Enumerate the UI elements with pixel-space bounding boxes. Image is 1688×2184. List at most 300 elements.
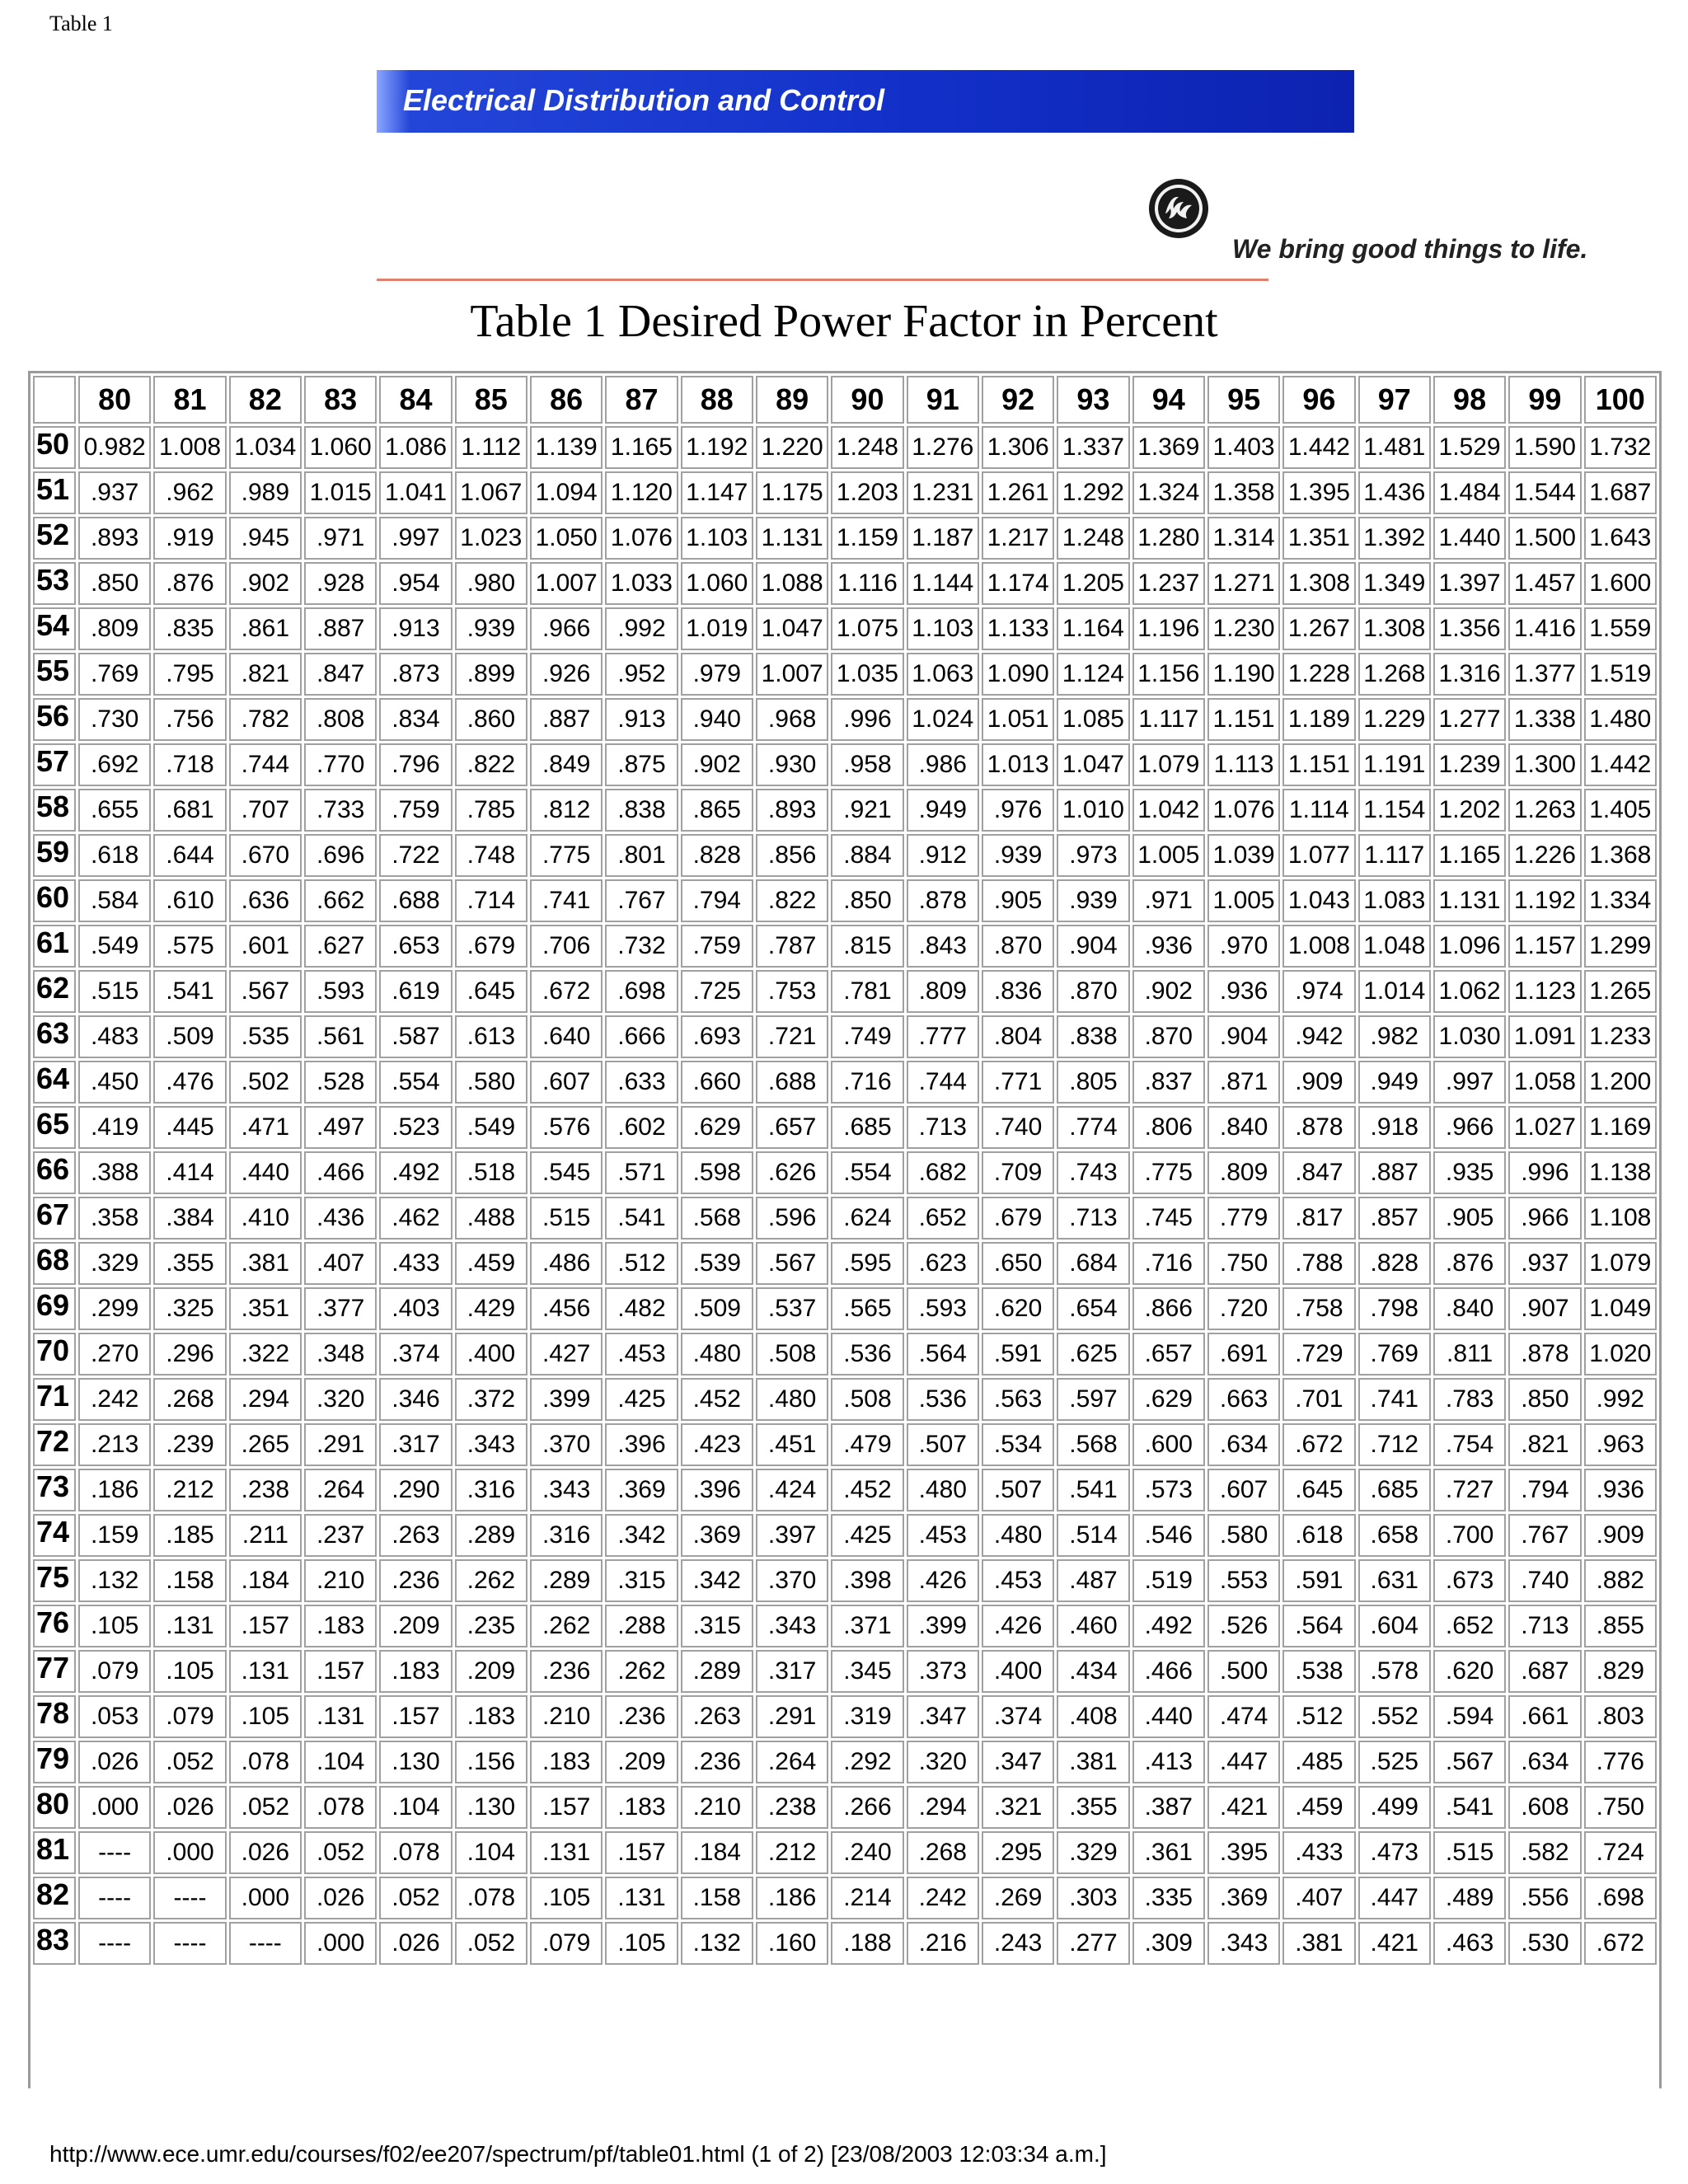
table-cell: 1.007 [530, 562, 603, 605]
table-cell: .568 [681, 1197, 753, 1240]
table-cell: .052 [304, 1831, 377, 1874]
table-cell: .476 [153, 1061, 226, 1104]
table-cell: .706 [530, 925, 603, 968]
table-cell: .837 [1132, 1061, 1205, 1104]
table-cell: .369 [1207, 1877, 1280, 1919]
table-cell: .794 [681, 879, 753, 922]
table-row [33, 925, 1657, 968]
table-cell: 1.014 [1358, 970, 1431, 1013]
table-cell: .850 [1508, 1378, 1581, 1421]
table-cell: 1.103 [681, 517, 753, 560]
table-row [33, 1695, 1657, 1738]
table-cell: .740 [982, 1106, 1054, 1149]
table-row [33, 1877, 1657, 1919]
table-cell: 1.117 [1132, 698, 1205, 741]
table-cell: .026 [153, 1786, 226, 1829]
table-cell: .663 [1207, 1378, 1280, 1421]
table-cell: .698 [1584, 1877, 1657, 1919]
table-cell: .909 [1282, 1061, 1355, 1104]
table-cell: .546 [1132, 1514, 1205, 1557]
table-cell: .238 [756, 1786, 828, 1829]
table-cell: .342 [681, 1559, 753, 1602]
table-cell: 1.019 [681, 607, 753, 650]
table-cell: 1.271 [1207, 562, 1280, 605]
table-cell: .408 [1057, 1695, 1129, 1738]
table-cell: .052 [229, 1786, 302, 1829]
table-cell: 1.175 [756, 471, 828, 514]
table-row [33, 1378, 1657, 1421]
row-header: 67 [33, 1197, 76, 1240]
table-cell: .593 [304, 970, 377, 1013]
table-cell: .488 [455, 1197, 528, 1240]
table-cell: .654 [1057, 1287, 1129, 1330]
table-cell: .424 [756, 1469, 828, 1511]
table-cell: .315 [605, 1559, 678, 1602]
column-header: 95 [1207, 376, 1280, 424]
table-cell: .079 [153, 1695, 226, 1738]
table-cell: 1.306 [982, 426, 1054, 469]
table-cell: 1.005 [1132, 834, 1205, 877]
table-cell: .160 [756, 1922, 828, 1965]
table-cell: .523 [379, 1106, 452, 1149]
table-cell: .463 [1433, 1922, 1506, 1965]
table-cell: .716 [1132, 1242, 1205, 1285]
table-cell: .693 [681, 1015, 753, 1058]
table-cell: .459 [1282, 1786, 1355, 1829]
table-cell: .774 [1057, 1106, 1129, 1149]
table-cell: .650 [982, 1242, 1054, 1285]
table-cell: .939 [455, 607, 528, 650]
table-cell: .211 [229, 1514, 302, 1557]
table-cell: .184 [681, 1831, 753, 1874]
table-cell: .980 [455, 562, 528, 605]
table-cell: .598 [681, 1151, 753, 1194]
table-cell: 1.079 [1132, 743, 1205, 786]
table-cell: .644 [153, 834, 226, 877]
table-cell: 1.013 [982, 743, 1054, 786]
table-cell: .131 [153, 1605, 226, 1647]
table-row [33, 1061, 1657, 1104]
table-cell: 1.024 [907, 698, 979, 741]
table-cell: .534 [982, 1423, 1054, 1466]
table-cell: .447 [1358, 1877, 1431, 1919]
table-cell: .480 [756, 1378, 828, 1421]
table-cell: .806 [1132, 1106, 1205, 1149]
table-cell: .952 [605, 653, 678, 696]
table-cell: .573 [1132, 1469, 1205, 1511]
table-cell: .528 [304, 1061, 377, 1104]
table-cell: .492 [379, 1151, 452, 1194]
table-cell: ---- [78, 1922, 151, 1965]
table-cell: 1.405 [1584, 789, 1657, 832]
table-cell: .502 [229, 1061, 302, 1104]
table-cell: .989 [229, 471, 302, 514]
table-cell: 1.229 [1358, 698, 1431, 741]
table-cell: .634 [1508, 1741, 1581, 1783]
table-cell: 1.090 [982, 653, 1054, 696]
table-cell: .348 [304, 1333, 377, 1376]
table-cell: .541 [605, 1197, 678, 1240]
table-cell: .904 [1207, 1015, 1280, 1058]
table-cell: .212 [756, 1831, 828, 1874]
table-cell: .838 [605, 789, 678, 832]
table-cell: .374 [982, 1695, 1054, 1738]
table-cell: .000 [78, 1786, 151, 1829]
table-cell: .636 [229, 879, 302, 922]
table-cell: .567 [756, 1242, 828, 1285]
table-cell: .748 [455, 834, 528, 877]
table-cell: .660 [681, 1061, 753, 1104]
table-cell: .712 [1358, 1423, 1431, 1466]
table-cell: 1.050 [530, 517, 603, 560]
table-cell: .805 [1057, 1061, 1129, 1104]
table-cell: .105 [78, 1605, 151, 1647]
table-cell: .450 [78, 1061, 151, 1104]
table-cell: 1.116 [831, 562, 903, 605]
table-row [33, 471, 1657, 514]
table-cell: .662 [304, 879, 377, 922]
table-cell: .847 [1282, 1151, 1355, 1194]
table-cell: 1.151 [1207, 698, 1280, 741]
table-cell: .887 [304, 607, 377, 650]
table-cell: .381 [1057, 1741, 1129, 1783]
table-cell: .078 [304, 1786, 377, 1829]
table-cell: 1.280 [1132, 517, 1205, 560]
table-row [33, 1242, 1657, 1285]
table-cell: .000 [229, 1877, 302, 1919]
table-cell: 1.190 [1207, 653, 1280, 696]
table-cell: .788 [1282, 1242, 1355, 1285]
table-cell: .474 [1207, 1695, 1280, 1738]
table-cell: .627 [304, 925, 377, 968]
table-cell: .618 [1282, 1514, 1355, 1557]
table-cell: .414 [153, 1151, 226, 1194]
table-cell: .536 [831, 1333, 903, 1376]
table-cell: .372 [455, 1378, 528, 1421]
table-cell: .157 [379, 1695, 452, 1738]
table-cell: .926 [530, 653, 603, 696]
table-cell: .264 [756, 1741, 828, 1783]
table-cell: .105 [530, 1877, 603, 1919]
table-cell: .407 [304, 1242, 377, 1285]
table-cell: 1.600 [1584, 562, 1657, 605]
table-cell: .619 [379, 970, 452, 1013]
row-header: 72 [33, 1423, 76, 1466]
table-cell: .026 [304, 1877, 377, 1919]
table-cell: .400 [982, 1650, 1054, 1693]
row-header: 79 [33, 1741, 76, 1783]
table-cell: .400 [455, 1333, 528, 1376]
table-cell: .958 [831, 743, 903, 786]
table-cell: 1.164 [1057, 607, 1129, 650]
table-cell: .239 [153, 1423, 226, 1466]
table-cell: 1.442 [1282, 426, 1355, 469]
row-header: 65 [33, 1106, 76, 1149]
table-cell: .767 [1508, 1514, 1581, 1557]
table-cell: 1.292 [1057, 471, 1129, 514]
table-cell: .870 [982, 925, 1054, 968]
table-cell: .962 [153, 471, 226, 514]
table-cell: 1.189 [1282, 698, 1355, 741]
table-cell: 1.187 [907, 517, 979, 560]
table-cell: 1.154 [1358, 789, 1431, 832]
table-row [33, 1287, 1657, 1330]
table-row [33, 653, 1657, 696]
table-cell: .512 [1282, 1695, 1355, 1738]
table-cell: .515 [530, 1197, 603, 1240]
table-cell: .808 [304, 698, 377, 741]
table-cell: 1.120 [605, 471, 678, 514]
table-cell: .518 [455, 1151, 528, 1194]
column-header: 83 [304, 376, 377, 424]
table-cell: .803 [1584, 1695, 1657, 1738]
table-cell: .370 [530, 1423, 603, 1466]
table-cell: 1.047 [1057, 743, 1129, 786]
table-cell: .602 [605, 1106, 678, 1149]
table-cell: .482 [605, 1287, 678, 1330]
table-cell: .343 [455, 1423, 528, 1466]
table-cell: .291 [756, 1695, 828, 1738]
table-cell: .381 [1282, 1922, 1355, 1965]
table-cell: .769 [78, 653, 151, 696]
table-cell: .578 [1358, 1650, 1431, 1693]
table-cell: .758 [1282, 1287, 1355, 1330]
table-cell: 1.131 [756, 517, 828, 560]
table-cell: .387 [1132, 1786, 1205, 1829]
table-cell: .423 [681, 1423, 753, 1466]
table-cell: .343 [1207, 1922, 1280, 1965]
table-cell: .652 [1433, 1605, 1506, 1647]
table-cell: .722 [379, 834, 452, 877]
table-cell: .634 [1207, 1423, 1280, 1466]
table-cell: .905 [982, 879, 1054, 922]
table-cell: .796 [379, 743, 452, 786]
table-cell: .209 [379, 1605, 452, 1647]
table-cell: .270 [78, 1333, 151, 1376]
table-cell: 1.308 [1282, 562, 1355, 605]
table-cell: .262 [455, 1559, 528, 1602]
table-cell: .594 [1433, 1695, 1506, 1738]
table-cell: .670 [229, 834, 302, 877]
row-header: 70 [33, 1333, 76, 1376]
table-cell: .264 [304, 1469, 377, 1511]
column-header: 81 [153, 376, 226, 424]
table-cell: .607 [1207, 1469, 1280, 1511]
table-cell: .209 [605, 1741, 678, 1783]
table-cell: .939 [1057, 879, 1129, 922]
table-cell: .721 [756, 1015, 828, 1058]
table-cell: .429 [455, 1287, 528, 1330]
table-cell: .440 [1132, 1695, 1205, 1738]
table-cell: .902 [681, 743, 753, 786]
table-cell: 1.103 [907, 607, 979, 650]
table-cell: .913 [379, 607, 452, 650]
table-cell: .620 [982, 1287, 1054, 1330]
table-cell: .855 [1584, 1605, 1657, 1647]
table-cell: .104 [379, 1786, 452, 1829]
table-cell: .815 [831, 925, 903, 968]
row-header: 57 [33, 743, 76, 786]
table-cell: .921 [831, 789, 903, 832]
row-header: 58 [33, 789, 76, 832]
table-cell: .834 [379, 698, 452, 741]
column-header: 100 [1584, 376, 1657, 424]
table-cell: .421 [1358, 1922, 1431, 1965]
table-cell: .243 [982, 1922, 1054, 1965]
table-cell: .893 [78, 517, 151, 560]
table-cell: .492 [1132, 1605, 1205, 1647]
table-cell: .787 [756, 925, 828, 968]
table-cell: .979 [681, 653, 753, 696]
table-cell: .620 [1433, 1650, 1506, 1693]
table-cell: .645 [455, 970, 528, 1013]
table-cell: .798 [1358, 1287, 1431, 1330]
table-cell: 1.086 [379, 426, 452, 469]
table-cell: .396 [605, 1423, 678, 1466]
table-cell: .480 [982, 1514, 1054, 1557]
table-cell: .440 [229, 1151, 302, 1194]
table-cell: .452 [681, 1378, 753, 1421]
table-cell: .052 [455, 1922, 528, 1965]
table-cell: .865 [681, 789, 753, 832]
table-cell: .878 [907, 879, 979, 922]
table-cell: 1.043 [1282, 879, 1355, 922]
row-header: 63 [33, 1015, 76, 1058]
table-cell: 1.048 [1358, 925, 1431, 968]
table-cell: .567 [229, 970, 302, 1013]
table-row [33, 1197, 1657, 1240]
table-cell: .320 [304, 1378, 377, 1421]
table-cell: 1.157 [1508, 925, 1581, 968]
table-cell: .575 [153, 925, 226, 968]
table-cell: .291 [304, 1423, 377, 1466]
table-cell: .861 [229, 607, 302, 650]
table-cell: .732 [605, 925, 678, 968]
table-cell: .698 [605, 970, 678, 1013]
table-cell: .403 [379, 1287, 452, 1330]
table-cell: .078 [455, 1877, 528, 1919]
table-cell: .209 [455, 1650, 528, 1693]
table-cell: .539 [681, 1242, 753, 1285]
table-cell: 1.027 [1508, 1106, 1581, 1149]
column-header: 91 [907, 376, 979, 424]
table-cell: .515 [1433, 1831, 1506, 1874]
table-cell: .878 [1282, 1106, 1355, 1149]
table-cell: .571 [605, 1151, 678, 1194]
table-cell: .426 [907, 1559, 979, 1602]
table-cell: .809 [78, 607, 151, 650]
table-cell: .427 [530, 1333, 603, 1376]
table-cell: .775 [530, 834, 603, 877]
table-cell: .613 [455, 1015, 528, 1058]
table-cell: 1.165 [605, 426, 678, 469]
table-cell: 1.079 [1584, 1242, 1657, 1285]
table-cell: 1.151 [1282, 743, 1355, 786]
row-header: 71 [33, 1378, 76, 1421]
table-cell: .821 [229, 653, 302, 696]
table-cell: .688 [756, 1061, 828, 1104]
table-cell: .741 [1358, 1378, 1431, 1421]
table-cell: .242 [907, 1877, 979, 1919]
table-cell: .079 [78, 1650, 151, 1693]
table-cell: 1.643 [1584, 517, 1657, 560]
table-cell: 1.349 [1358, 562, 1431, 605]
table-cell: .157 [229, 1605, 302, 1647]
table-corner-cell [33, 376, 76, 424]
table-cell: 1.076 [1207, 789, 1280, 832]
table-cell: 1.096 [1433, 925, 1506, 968]
table-cell: 1.403 [1207, 426, 1280, 469]
table-cell: ---- [78, 1877, 151, 1919]
table-cell: .688 [379, 879, 452, 922]
table-cell: .294 [907, 1786, 979, 1829]
table-cell: .288 [605, 1605, 678, 1647]
table-cell: .131 [229, 1650, 302, 1693]
table-cell: .996 [831, 698, 903, 741]
table-cell: .902 [229, 562, 302, 605]
table-cell: .884 [831, 834, 903, 877]
table-cell: .860 [455, 698, 528, 741]
table-cell: 1.529 [1433, 426, 1506, 469]
table-cell: .716 [831, 1061, 903, 1104]
table-cell: .262 [530, 1605, 603, 1647]
table-cell: .466 [1132, 1650, 1205, 1693]
row-header: 64 [33, 1061, 76, 1104]
table-cell: 1.397 [1433, 562, 1506, 605]
table-cell: .186 [756, 1877, 828, 1919]
table-cell: .410 [229, 1197, 302, 1240]
table-row [33, 1831, 1657, 1874]
table-cell: .183 [304, 1605, 377, 1647]
table-cell: .750 [1584, 1786, 1657, 1829]
table-cell: .794 [1508, 1469, 1581, 1511]
table-cell: .685 [1358, 1469, 1431, 1511]
table-cell: .130 [455, 1786, 528, 1829]
table-cell: .407 [1282, 1877, 1355, 1919]
table-cell: 1.500 [1508, 517, 1581, 560]
table-cell: .970 [1207, 925, 1280, 968]
table-cell: .672 [1282, 1423, 1355, 1466]
table-cell: .466 [304, 1151, 377, 1194]
table-cell: .779 [1207, 1197, 1280, 1240]
table-cell: 1.442 [1584, 743, 1657, 786]
table-row [33, 1922, 1657, 1965]
row-header: 80 [33, 1786, 76, 1829]
table-row [33, 743, 1657, 786]
table-cell: 1.088 [756, 562, 828, 605]
table-cell: 1.131 [1433, 879, 1506, 922]
table-cell: .770 [304, 743, 377, 786]
table-cell: .591 [982, 1333, 1054, 1376]
table-cell: .672 [530, 970, 603, 1013]
table-cell: .561 [304, 1015, 377, 1058]
table-cell: .553 [1207, 1559, 1280, 1602]
table-cell: 1.020 [1584, 1333, 1657, 1376]
table-cell: .263 [379, 1514, 452, 1557]
table-cell: .183 [379, 1650, 452, 1693]
table-cell: .541 [153, 970, 226, 1013]
table-cell: .701 [1282, 1378, 1355, 1421]
table-cell: .687 [1508, 1650, 1581, 1693]
table-cell: 1.237 [1132, 562, 1205, 605]
table-cell: .936 [1584, 1469, 1657, 1511]
table-cell: .486 [530, 1242, 603, 1285]
table-cell: .856 [756, 834, 828, 877]
table-cell: .913 [605, 698, 678, 741]
table-cell: .346 [379, 1378, 452, 1421]
table-cell: .397 [756, 1514, 828, 1557]
table-cell: .679 [982, 1197, 1054, 1240]
